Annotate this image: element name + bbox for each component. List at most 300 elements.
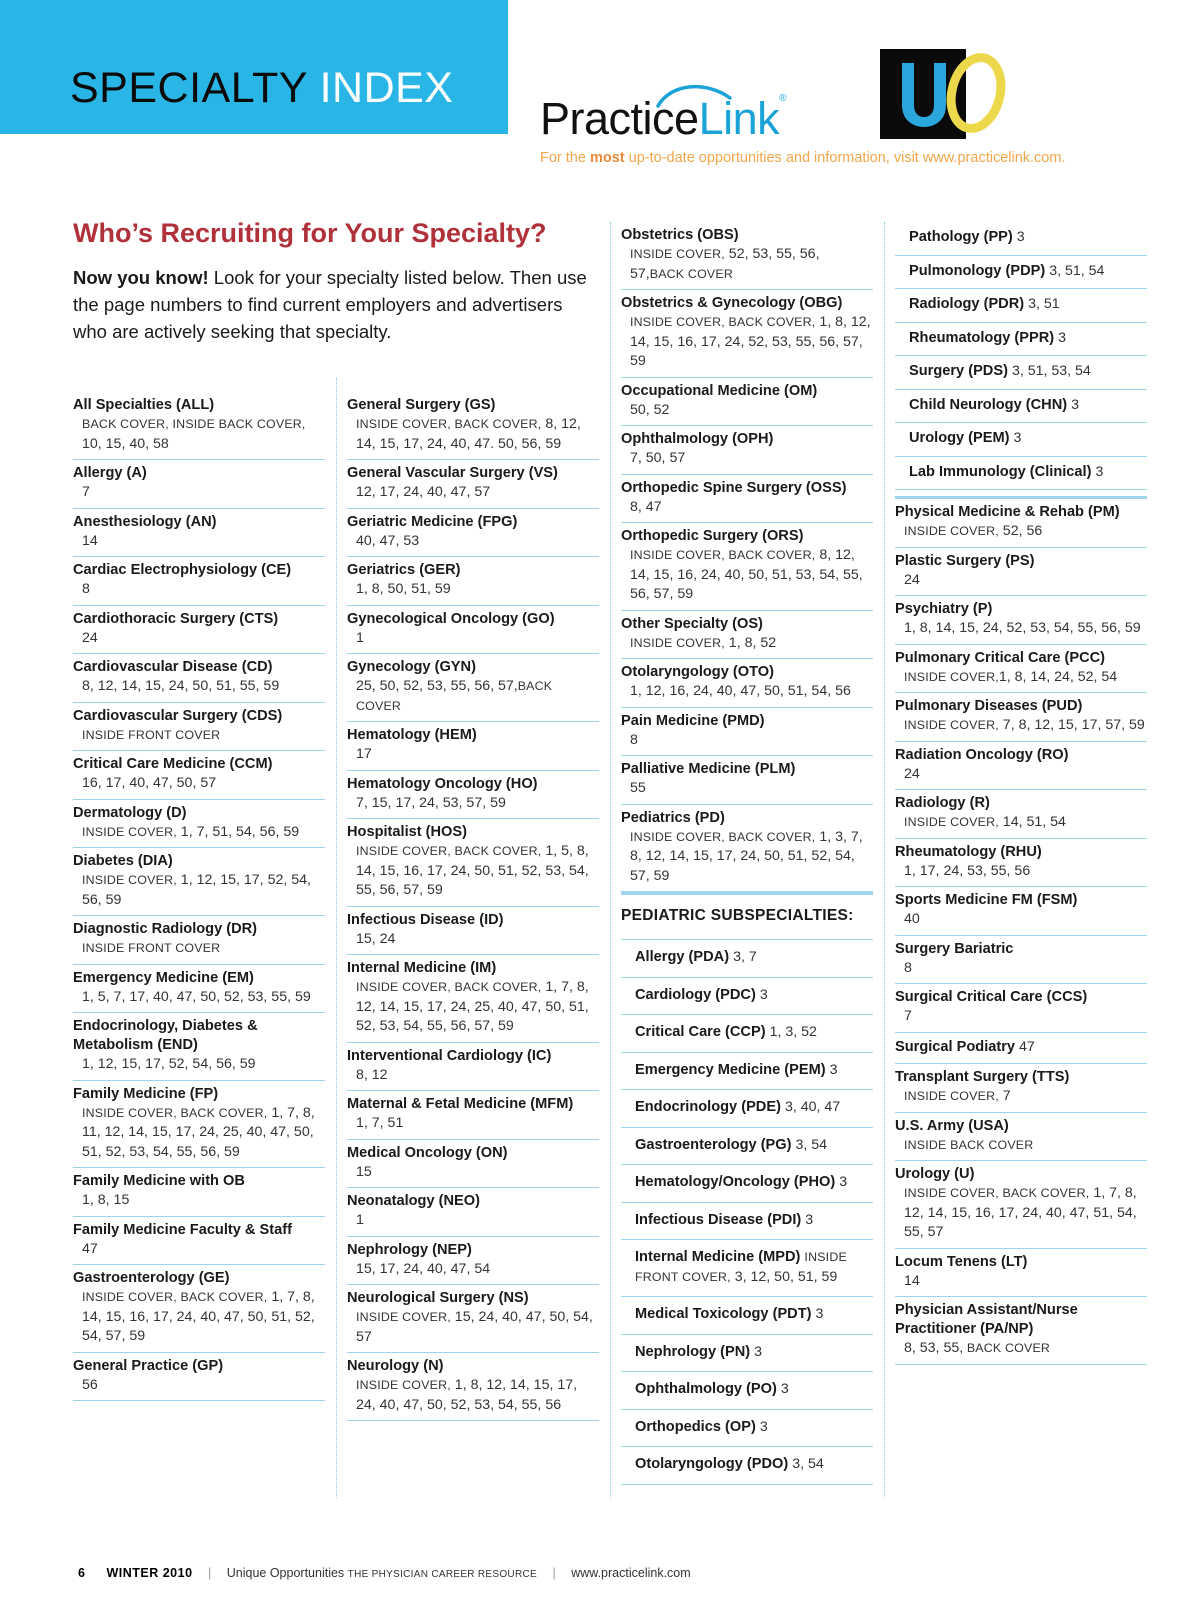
unique-opportunities-logo (880, 49, 1012, 139)
index-entry (347, 1140, 599, 1189)
index-entry (347, 1285, 599, 1353)
page-references (347, 677, 599, 716)
index-entry (895, 356, 1147, 390)
index-entry (73, 557, 325, 606)
specialty-name: Transplant Surgery (TTS) (895, 1069, 1070, 1085)
specialty-name: Allergy (A) (73, 465, 147, 481)
specialty-name: Cardiovascular Surgery (CDS) (73, 707, 283, 724)
index-entry (895, 742, 1147, 791)
index-entry (895, 222, 1147, 256)
specialty-name: Plastic Surgery (PS) (895, 552, 1035, 569)
index-entry (895, 1033, 1147, 1065)
cover-references: INSIDE COVER, (904, 815, 999, 829)
specialty-name: Sports Medicine FM (FSM) (895, 892, 1078, 908)
cover-references: INSIDE FRONT COVER (82, 727, 221, 742)
index-entry (895, 323, 1147, 357)
column-divider (884, 222, 885, 1498)
page-numbers: 1, 8, 15 (82, 1192, 130, 1208)
specialty-name: Palliative Medicine (PLM) (621, 761, 796, 777)
index-entry (621, 1410, 873, 1448)
page-references (73, 1104, 325, 1163)
index-entry (73, 460, 325, 509)
edition: WINTER 2010 (106, 1566, 193, 1580)
cover-references: INSIDE COVER, BACK COVER, (630, 315, 816, 329)
page-references (621, 828, 873, 887)
page-references (1045, 263, 1104, 279)
specialty-name: Lab Immunology (Clinical) (909, 463, 1092, 480)
page-numbers: 3 (805, 1211, 814, 1228)
page-references (73, 774, 325, 794)
index-entry (895, 1161, 1147, 1249)
index-entry (621, 611, 873, 660)
index-entry (347, 606, 599, 655)
specialty-name: Obstetrics (OBS) (621, 227, 739, 243)
page-references (73, 580, 325, 600)
page-references (781, 1099, 840, 1115)
page-numbers: 8, 12, 14, 15, 17, 24, 40, 47. 50, 56, 59 (356, 416, 581, 452)
cover-references: INSIDE COVER, BACK COVER, (82, 1105, 268, 1120)
page-references (895, 619, 1147, 639)
index-entry (621, 1447, 873, 1485)
index-entry (621, 1128, 873, 1166)
page-numbers: 7 (904, 1008, 912, 1024)
page-references (895, 1272, 1147, 1292)
page-references (792, 1137, 828, 1153)
column-divider (610, 222, 611, 1498)
specialty-name: Diabetes (DIA) (73, 853, 173, 869)
page-numbers: 52, 53, 55, 56, 57, (630, 246, 820, 282)
page-references (73, 988, 325, 1008)
specialty-name: Other Specialty (OS) (621, 615, 763, 632)
index-entry (895, 596, 1147, 645)
page-references (347, 978, 599, 1037)
specialty-name: Medical Oncology (ON) (347, 1144, 508, 1161)
page-numbers: 3, 51, 54 (1049, 262, 1105, 279)
page-numbers: 3 (759, 1418, 768, 1435)
page-references (347, 1066, 599, 1086)
specialty-name: Pathology (PP) (909, 229, 1013, 245)
index-entry (347, 509, 599, 558)
page-numbers: 15, 24 (356, 930, 396, 947)
page-references (788, 1456, 824, 1472)
page-numbers: 3 (1058, 329, 1067, 346)
page-references (73, 823, 325, 843)
page-references (1091, 464, 1103, 480)
specialty-name: Internal Medicine (IM) (347, 960, 497, 976)
cover-references: INSIDE COVER, (904, 1089, 999, 1103)
page-numbers: 8 (904, 959, 912, 976)
cover-references: INSIDE COVER, (904, 718, 999, 732)
pediatric-list (621, 940, 873, 1485)
page-references (347, 532, 599, 552)
page-numbers: 1, 7, 8, 14, 15, 16, 17, 24, 40, 47, 50, 51, 52, 54, 57, 59 (82, 1289, 315, 1344)
page-references (1013, 229, 1025, 245)
page-references (73, 871, 325, 910)
page-numbers: 1, 3, 7, 8, 12, 14, 15, 17, 24, 50, 51, 52, 54, 57, 59 (630, 828, 863, 884)
index-entry (347, 1188, 599, 1237)
page-references (73, 1376, 325, 1396)
index-entry (347, 1043, 599, 1092)
page-references (1024, 296, 1060, 312)
page-references (801, 1212, 813, 1228)
cover-references: INSIDE COVER, (82, 824, 177, 839)
page-references (895, 668, 1147, 688)
page-references (756, 987, 768, 1003)
specialty-name: Interventional Cardiology (IC) (347, 1047, 552, 1064)
page-numbers: 7 (82, 484, 90, 500)
practicelink-logo (540, 80, 820, 144)
index-entry (73, 751, 325, 800)
page-numbers: 7, 8, 12, 15, 17, 57, 59 (998, 717, 1145, 733)
page-numbers: 1, 8, 12, 14, 15, 17, 24, 40, 47, 50, 52, 53, 54, 55, 56 (356, 1377, 578, 1413)
specialty-name: Diagnostic Radiology (DR) (73, 921, 258, 937)
specialty-name: Gynecological Oncology (GO) (347, 610, 555, 627)
index-entry (347, 819, 599, 907)
page-references (895, 1339, 1147, 1359)
page-numbers: 47 (82, 1240, 98, 1257)
uo-logo-icon (880, 49, 1012, 139)
page-references (1010, 430, 1022, 446)
column-divider (336, 378, 337, 1498)
page-numbers: 24 (904, 765, 920, 782)
page-references (621, 634, 873, 654)
index-entry (73, 1013, 325, 1081)
page-references (347, 580, 599, 600)
specialty-name: Psychiatry (P) (895, 601, 993, 617)
specialty-name: Gynecology (GYN) (347, 659, 476, 675)
index-entry (895, 1113, 1147, 1162)
footer-divider: | (208, 1566, 212, 1580)
page-numbers: 3, 40, 47 (784, 1099, 841, 1115)
index-entry (895, 548, 1147, 597)
page-references (621, 731, 873, 751)
page-numbers: 50, 52 (630, 401, 670, 418)
specialty-name: Family Medicine (FP) (73, 1085, 219, 1102)
index-entry (621, 475, 873, 524)
pediatric-heading: PEDIATRIC SUBSPECIALTIES: (621, 892, 873, 940)
specialty-name: Surgical Podiatry (895, 1038, 1016, 1055)
page-references (73, 483, 325, 503)
index-entry (895, 984, 1147, 1033)
specialty-name: Urology (U) (895, 1166, 975, 1182)
page-numbers: 8, 12 (356, 1066, 388, 1083)
specialty-name: Rheumatology (RHU) (895, 843, 1042, 860)
page-numbers: 17 (356, 746, 372, 762)
cover-references: BACK COVER (963, 1341, 1051, 1355)
page-references (73, 726, 325, 746)
specialty-name: Pulmonary Critical Care (PCC) (895, 649, 1106, 666)
page-numbers: 1, 7, 51 (356, 1115, 404, 1131)
magazine-subtitle: THE PHYSICIAN CAREER RESOURCE (347, 1569, 537, 1580)
index-entry (621, 1053, 873, 1091)
page-references (756, 1419, 768, 1435)
page-references (347, 1260, 599, 1280)
index-entry (347, 955, 599, 1043)
page-numbers: 3, 12, 50, 51, 59 (730, 1268, 838, 1285)
specialty-name: All Specialties (ALL) (73, 397, 215, 413)
specialty-name: Endocrinology (PDE) (635, 1099, 781, 1115)
index-entry (347, 1237, 599, 1286)
specialty-name: Cardiothoracic Surgery (CTS) (73, 610, 279, 627)
tagline: For the most up-to-date opportunities and information, visit www.practicelink.com. (540, 150, 1066, 166)
page-references (766, 1024, 817, 1040)
intro-text (73, 264, 593, 345)
index-entry (621, 978, 873, 1016)
page-references (347, 1163, 599, 1183)
specialty-name: Orthopedic Surgery (ORS) (621, 528, 804, 544)
page-numbers: 7 (998, 1088, 1011, 1104)
index-entry (895, 1064, 1147, 1113)
cover-references: INSIDE COVER, (630, 635, 725, 650)
page-references (895, 716, 1147, 736)
pediatric-list-continued (895, 222, 1147, 490)
index-column-2 (347, 392, 599, 1421)
title-word-specialty: SPECIALTY (70, 64, 308, 112)
page-numbers: 1, 12, 15, 17, 52, 54, 56, 59 (82, 1056, 256, 1072)
specialty-name: Internal Medicine (MPD) (635, 1249, 801, 1265)
specialty-name: Maternal & Fetal Medicine (MFM) (347, 1096, 574, 1112)
footer-url[interactable]: www.practicelink.com (571, 1566, 691, 1580)
page-references (347, 745, 599, 765)
page-numbers: 1, 7, 8, 11, 12, 14, 15, 17, 24, 25, 40, 47, 50, 51, 52, 53, 54, 55, 56, 59 (82, 1104, 315, 1160)
magazine-name: Unique Opportunities (226, 1566, 345, 1580)
index-entry (621, 1015, 873, 1053)
index-list-main (621, 222, 873, 892)
pediatric-subspecialties (621, 892, 873, 1485)
specialty-name: Child Neurology (CHN) (909, 396, 1068, 413)
specialty-name: Obstetrics & Gynecology (OBG) (621, 295, 843, 311)
page-references (895, 813, 1147, 833)
page-numbers: 1, 17, 24, 53, 55, 56 (904, 862, 1031, 879)
registered-mark: ® (779, 93, 786, 104)
specialty-name: Pediatrics (PD) (621, 809, 725, 826)
specialty-name: Rheumatology (PPR) (909, 329, 1055, 346)
index-entry (621, 523, 873, 611)
page-references (73, 629, 325, 649)
specialty-name: Radiation Oncology (RO) (895, 746, 1069, 763)
page-numbers: 1, 3, 52 (769, 1024, 817, 1040)
specialty-name: Hematology (HEM) (347, 727, 477, 743)
header-banner (0, 0, 508, 134)
title-word-index: INDEX (319, 64, 454, 112)
page-references (1015, 1039, 1035, 1055)
page-references (347, 930, 599, 950)
page-references (621, 449, 873, 469)
index-entry (895, 499, 1147, 548)
footer-divider: | (552, 1566, 556, 1580)
index-entry (895, 790, 1147, 839)
page-numbers: 3 (1016, 229, 1025, 245)
index-entry (347, 907, 599, 956)
index-entry (73, 916, 325, 965)
specialty-name: Nephrology (NEP) (347, 1241, 472, 1258)
index-entry (621, 290, 873, 378)
index-entry (73, 509, 325, 558)
page-numbers: 3 (829, 1061, 838, 1078)
index-entry (347, 1091, 599, 1140)
page-numbers: 1, 5, 7, 17, 40, 47, 50, 52, 53, 55, 59 (82, 988, 311, 1005)
index-entry (621, 1372, 873, 1410)
page-references (621, 401, 873, 421)
specialty-name: Endocrinology, Diabetes & Metabolism (END) (73, 1018, 258, 1053)
page-numbers: 3, 54 (792, 1456, 824, 1472)
index-entry (895, 887, 1147, 936)
page-numbers: 1 (356, 629, 364, 646)
index-entry (73, 848, 325, 916)
page-references (895, 1007, 1147, 1027)
page-numbers: 1, 7, 8, 12, 14, 15, 17, 24, 25, 40, 47, 50, 51, 52, 53, 54, 55, 56, 57, 59 (356, 979, 589, 1034)
specialty-name: Otolaryngology (PDO) (635, 1456, 789, 1472)
index-entry (621, 1203, 873, 1241)
page-references (826, 1062, 838, 1078)
page-references (729, 949, 757, 965)
page-numbers: 15 (356, 1163, 372, 1180)
index-entry (621, 426, 873, 475)
page-numbers: 8 (82, 581, 90, 597)
page-numbers: 40, 47, 53 (356, 532, 420, 549)
specialty-name: U.S. Army (USA) (895, 1117, 1009, 1134)
page-numbers: 24 (904, 571, 920, 588)
page-numbers: 1, 5, 8, 14, 15, 16, 17, 24, 50, 51, 52, 53, 54, 55, 56, 57, 59 (356, 843, 589, 898)
specialty-name: Geriatrics (GER) (347, 562, 461, 578)
page-numbers: 1, 8, 12, 14, 15, 16, 17, 24, 52, 53, 55, 56, 57, 59 (630, 314, 871, 369)
page-references (347, 629, 599, 649)
index-entry (621, 1090, 873, 1128)
page-numbers: 12, 17, 24, 40, 47, 57 (356, 484, 491, 500)
index-entry (347, 1353, 599, 1421)
specialty-name: Medical Toxicology (PDT) (635, 1306, 812, 1322)
page-title (70, 64, 454, 113)
page-numbers: 8, 47 (630, 498, 662, 515)
cover-references: INSIDE COVER, (356, 1378, 451, 1392)
index-entry (347, 460, 599, 509)
page-numbers: 15, 24, 40, 47, 50, 54, 57 (356, 1309, 593, 1345)
index-entry (621, 659, 873, 708)
index-entry (73, 1168, 325, 1217)
page-numbers: 1, 8, 14, 15, 24, 52, 53, 54, 55, 56, 59 (904, 620, 1141, 636)
page-references (621, 313, 873, 372)
page-references (347, 794, 599, 814)
index-entry (621, 1165, 873, 1203)
specialty-name: Otolaryngology (OTO) (621, 664, 774, 680)
page-references (750, 1344, 762, 1360)
cover-references: INSIDE FRONT COVER, (635, 1250, 847, 1284)
index-entry (73, 1081, 325, 1169)
index-entry (895, 423, 1147, 457)
page-references (347, 483, 599, 503)
page-references (777, 1381, 789, 1397)
specialty-name: Urology (PEM) (909, 430, 1010, 446)
page-references (347, 415, 599, 454)
logo-word-link: Link (698, 93, 780, 144)
specialty-name: Anesthesiology (AN) (73, 513, 217, 530)
index-entry (73, 392, 325, 460)
specialty-name: Cardiology (PDC) (635, 986, 756, 1003)
specialty-name: Critical Care (CCP) (635, 1024, 766, 1040)
intro-lead: Now you know! (73, 267, 209, 288)
specialty-name: Hospitalist (HOS) (347, 824, 467, 840)
specialty-name: Nephrology (PN) (635, 1343, 751, 1360)
page-references (73, 415, 325, 454)
page-references (621, 779, 873, 799)
index-entry (347, 771, 599, 820)
specialty-name: Physician Assistant/Nurse Practitioner (PA/NP) (895, 1302, 1078, 1337)
page-references (73, 532, 325, 552)
cover-references: BACK COVER (649, 266, 733, 281)
index-entry (73, 965, 325, 1014)
page-numbers: 7, 15, 17, 24, 53, 57, 59 (356, 794, 506, 811)
specialty-name: Family Medicine with OB (73, 1173, 245, 1189)
specialty-name: General Practice (GP) (73, 1357, 224, 1374)
index-entry (895, 1249, 1147, 1298)
page-references (1008, 363, 1091, 379)
specialty-name: Critical Care Medicine (CCM) (73, 756, 273, 772)
cover-references: INSIDE COVER, (630, 247, 725, 261)
specialty-name: Emergency Medicine (PEM) (635, 1061, 826, 1078)
cover-references: INSIDE COVER, BACK COVER, (356, 844, 542, 858)
page-references (621, 498, 873, 518)
page-references (73, 1288, 325, 1347)
specialty-name: Hematology Oncology (HO) (347, 775, 538, 792)
page-numbers: 3 (815, 1306, 824, 1322)
specialty-name: General Surgery (GS) (347, 397, 496, 413)
specialty-name: Neonatalogy (NEO) (347, 1193, 480, 1209)
index-entry (347, 722, 599, 771)
cover-references: INSIDE COVER, (82, 873, 177, 887)
page-numbers: 1 (356, 1212, 364, 1228)
page-references (895, 571, 1147, 591)
cover-references: INSIDE COVER, BACK COVER, (356, 417, 542, 431)
page-references (73, 1240, 325, 1260)
page-numbers: 24 (82, 629, 98, 646)
index-entry (73, 606, 325, 655)
intro-title: Who’s Recruiting for Your Specialty? (73, 218, 547, 248)
intro-body: Look for your specialty listed below. Then use the page numbers to find current employers and advertisers who are actively seeking that specialty. (73, 267, 587, 342)
page-numbers: 3, 54 (795, 1136, 828, 1153)
index-entry (621, 708, 873, 757)
specialty-name: Neurology (N) (347, 1358, 444, 1374)
specialty-name: General Vascular Surgery (VS) (347, 465, 558, 481)
specialty-name: Gastroenterology (PG) (635, 1136, 792, 1153)
cover-references: INSIDE COVER, (904, 669, 999, 684)
page-references (895, 862, 1147, 882)
cover-references: INSIDE COVER, BACK COVER, (630, 829, 816, 844)
specialty-name: Hematology/Oncology (PHO) (635, 1174, 836, 1190)
specialty-name: Neurological Surgery (NS) (347, 1290, 529, 1306)
specialty-name: Orthopedic Spine Surgery (OSS) (621, 479, 847, 496)
page-numbers: 3 (754, 1343, 763, 1360)
index-entry (895, 1297, 1147, 1365)
page-numbers: 3 (1095, 463, 1104, 480)
page-numbers: 1, 8, 14, 24, 52, 54 (998, 668, 1118, 685)
index-entry (73, 1217, 325, 1266)
page-numbers: 3 (759, 986, 768, 1003)
index-entry (621, 1297, 873, 1335)
specialty-name: Ophthalmology (PO) (635, 1381, 777, 1397)
page-references (73, 939, 325, 959)
page-numbers: 3 (839, 1174, 848, 1190)
index-entry (73, 654, 325, 703)
page-numbers: 15, 17, 24, 40, 47, 54 (356, 1260, 491, 1277)
page-references (1054, 330, 1066, 346)
page-references (73, 677, 325, 697)
index-entry (621, 756, 873, 805)
cover-references: INSIDE COVER, BACK COVER, (356, 980, 542, 994)
index-entry (347, 557, 599, 606)
index-entry (347, 392, 599, 460)
index-column-3 (621, 222, 873, 1485)
specialty-name: Ophthalmology (OPH) (621, 431, 774, 447)
